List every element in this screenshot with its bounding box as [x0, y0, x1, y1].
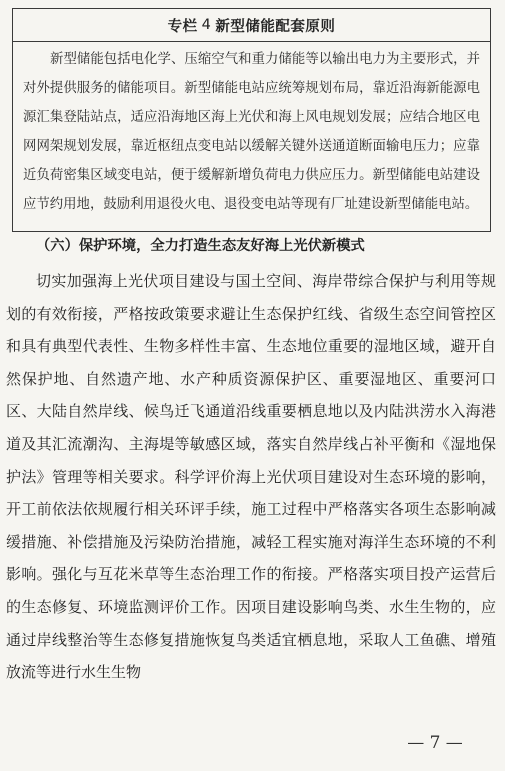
body-paragraph: 切实加强海上光伏项目建设与国土空间、海岸带综合保护与利用等规划的有效衔接，严格按政策要求避让生态保护红线、省级生态空间管控区和具有典型代表性、生物多样性丰富、生态地位重要的湿地区域，避开自然保护地、自然遗产地、水产种质资源保护区、重要湿地区、重要河口区、大陆自然岸线、候鸟迁飞通道沿线重要栖息地以及内陆洪涝水入海港道及其汇流潮沟、主海堤等敏感区域，落实自然岸线占补平衡和《湿地保护法》管理等相关要求。科学评价海上光伏项目建设对生态环境的影响，开工前依法依规履行相关环评手续，施工过程中严格落实各项生态影响减缓措施、补偿措施及污染防治措施，减轻工程实施对海洋生态环境的不利影响。强化与互花米草等生态治理工作的衔接。严格落实项目投产运营后的生态修复、环境监测评价工作。因项目建设影响鸟类、水生生物的，应通过岸线整治等生态修复措施恢复鸟类适宜栖息地，采取人工鱼礁、增殖放流等进行水生生物	[6, 272, 496, 682]
column-box-prefix: 专栏	[167, 18, 198, 35]
column-box-title: 新型储能配套原则	[215, 18, 336, 35]
column-box	[12, 8, 491, 232]
section-heading: （六）保护环境，全力打造生态友好海上光伏新模式	[36, 238, 365, 254]
page-number: — 7 —	[407, 733, 463, 753]
column-box-header	[13, 9, 490, 42]
column-box-body: 新型储能包括电化学、压缩空气和重力储能等以输出电力为主要形式，并对外提供服务的储能项目。新型储能电站应统筹规划布局，靠近沿海新能源电源汇集登陆站点，适应沿海地区海上光伏和海上风电规划发展；应结合地区电网网架规划发展，靠近枢纽点变电站以缓解关键外送通道断面输电压力；应靠近负荷密集区域变电站，便于缓解新增负荷电力供应压力。新型储能电站建设应节约用地，鼓励利用退役火电、退役变电站等现有厂址建设新型储能电站。	[23, 52, 480, 212]
column-box-number: 4	[201, 17, 212, 33]
